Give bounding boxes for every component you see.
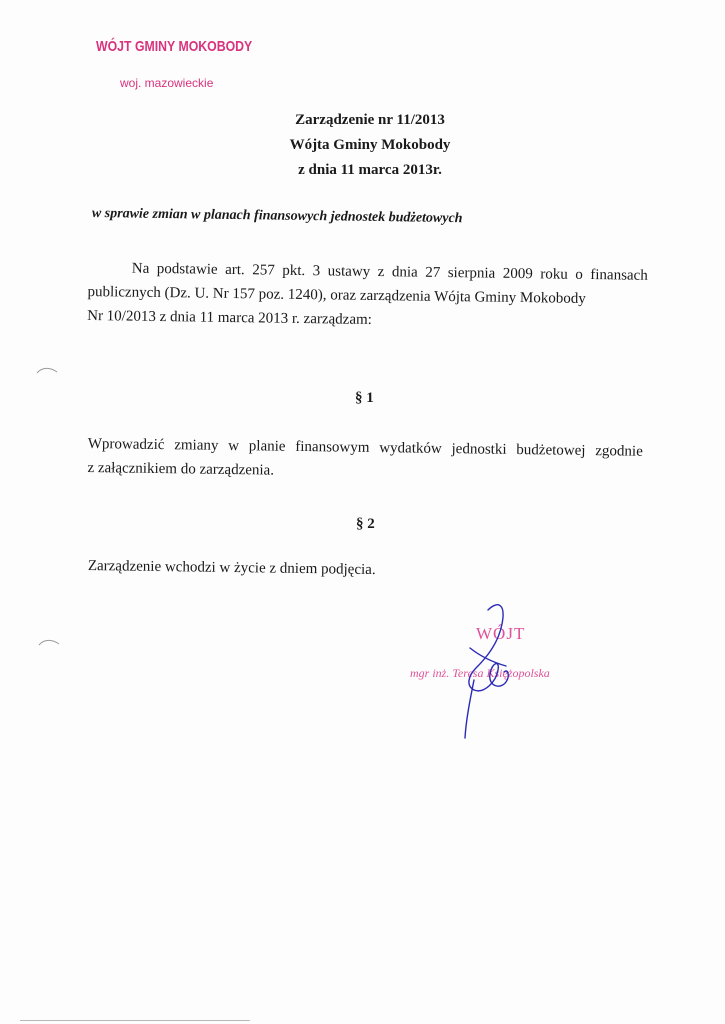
section-1-line-2: z załącznikiem do zarządzenia.	[87, 459, 275, 479]
preamble-line-1: Na podstawie art. 257 pkt. 3 ustawy z dnia 27 sierpnia 2009 roku o finansach	[131, 260, 648, 284]
heading-line-3: z dnia 11 marca 2013r.	[298, 162, 442, 178]
signature-stamp-name: mgr inż. Teresa Księżopolska	[410, 666, 550, 680]
section-1-body	[87, 432, 643, 488]
document-subject: w sprawie zmian w planach finansowych jednostek budżetowych	[91, 206, 463, 227]
preamble-line-2: publicznych (Dz. U. Nr 157 poz. 1240), oraz zarządzenia Wójta Gminy Mokobody	[87, 283, 586, 307]
header-stamp	[96, 38, 287, 90]
stamp-subtitle: woj. mazowieckie	[120, 76, 214, 90]
handwritten-signature	[440, 590, 530, 740]
document-heading	[250, 108, 490, 183]
preamble-line-3: Nr 10/2013 z dnia 11 marca 2013 r. zarządzam:	[87, 307, 373, 328]
signature-stamp-title: WÓJT	[476, 624, 526, 643]
bottom-scan-edge	[20, 1020, 250, 1021]
margin-hole-mark	[36, 366, 58, 374]
heading-line-2: Wójta Gminy Mokobody	[289, 137, 451, 153]
heading-line-1: Zarządzenie nr 11/2013	[295, 112, 445, 128]
section-2-mark: § 2	[356, 516, 375, 532]
section-1-line-1: Wprowadzić zmiany w planie finansowym wydatków jednostki budżetowej zgodnie	[87, 435, 643, 460]
stamp-title: WÓJT GMINY MOKOBODY	[96, 38, 253, 55]
section-2-body: Zarządzenie wchodzi w życie z dniem podjęcia.	[87, 558, 376, 579]
section-1-mark: § 1	[355, 390, 374, 406]
margin-hole-mark	[38, 638, 60, 646]
preamble-paragraph	[87, 256, 648, 336]
